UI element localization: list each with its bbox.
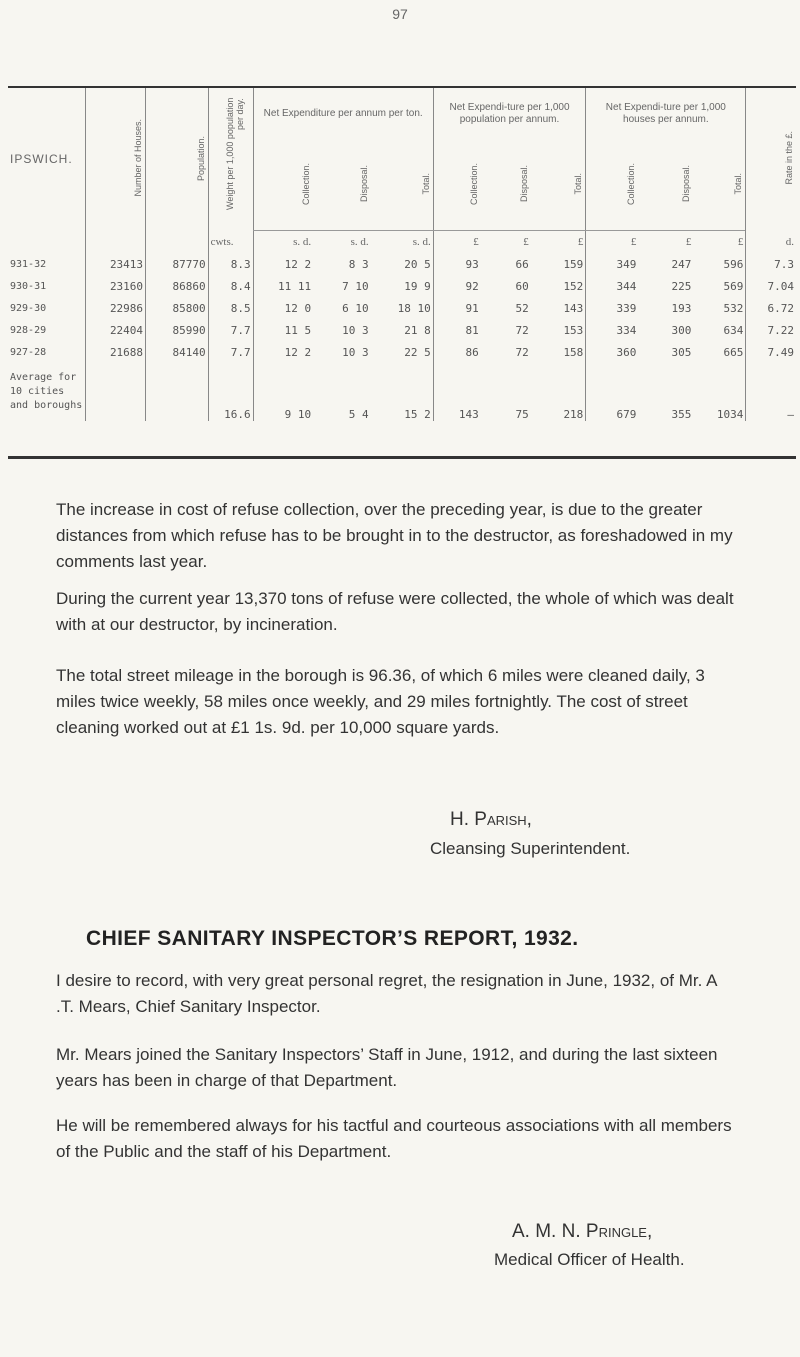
table-row [8,297,796,319]
table-cell-p-coll: 92 [433,275,481,297]
table-cell-p-tot: 153 [563,323,584,337]
report-para-1: I desire to record, with very great personal regret, the resignation in June, 1932, of Mr. A .T. Mears, Chief Sanitary Inspector. [56,971,717,1016]
table-cell-t-disp: 8 3 [348,257,369,271]
table-cell-t-disp: 5 4 [348,408,369,421]
ton-total-header: Total. [420,173,431,195]
table-cell-houses: 23413 [86,253,146,275]
table-cell-t-coll: 11 5 [253,319,313,341]
house-total-header: Total. [733,173,744,195]
table-cell-h-disp: 355 [671,408,692,421]
table-cell-weight: 8.5 [208,297,253,319]
table-cell-t-coll: 9 10 [253,363,313,421]
table-cell-h-tot: 665 [723,345,744,359]
table-cell-weight: 8.4 [208,275,253,297]
table-body [8,253,796,421]
table-cell-h-tot: 532 [723,301,744,315]
population-header: Population. [195,135,206,181]
table-cell-p-tot: 158 [563,345,584,359]
table-cell-t-tot: 20 5 [404,257,431,271]
table-cell-houses: 22404 [86,319,146,341]
units-row [8,231,796,254]
average-row [8,363,796,421]
unit-label: £ [523,236,529,248]
table-cell-p-disp: 75 [515,408,529,421]
year-cell: 931-32 [10,258,47,270]
table-row [8,253,796,275]
unit-label: s. d. [350,236,369,248]
table-cell-rate: 7.22 [746,319,796,341]
page-number: 97 [392,6,408,22]
table-cell-p-disp: 72 [515,323,529,337]
report-signature-title: Medical Officer of Health. [494,1250,685,1269]
table-cell-rate: 7.04 [746,275,796,297]
rate-header: Rate in the £. [784,131,794,186]
table-row [8,341,796,363]
table-cell-t-disp: 6 10 [342,301,369,315]
table-cell-weight: 7.7 [208,319,253,341]
cleansing-para-1: The increase in cost of refuse collection, over the preceding year, is due to the greater distances from which refuse has to be brought in to the destructor, as foreshadowed in my comments last year. [56,500,733,571]
table-cell-rate: — [746,363,796,421]
table-row [8,275,796,297]
cleansing-para-2: During the current year 13,370 tons of refuse were collected, the whole of which was dealt with at our destructor, by incineration. [56,589,734,634]
table-cell-p-coll: 91 [433,297,481,319]
year-cell: 928-29 [10,324,47,336]
unit-label: s. d. [253,231,313,254]
table-cell-t-disp: 10 3 [342,345,369,359]
table-cell-h-coll: 679 [586,363,639,421]
table-cell-t-coll: 12 2 [253,341,313,363]
table-cell-h-coll: 360 [586,341,639,363]
table-row [8,319,796,341]
table-cell-t-tot: 18 10 [397,301,431,315]
table-cell-p-coll: 143 [433,363,481,421]
report-para-3: He will be remembered always for his tactful and courteous associations with all members of the Public and the staff of his Department. [56,1116,732,1161]
table-cell-pop: 85800 [146,297,209,319]
ton-collection-header: Collection. [301,162,312,206]
table-cell-rate: 6.72 [746,297,796,319]
table-cell-weight: 8.3 [208,253,253,275]
table-cell-houses [86,363,146,421]
table-cell-h-coll: 349 [586,253,639,275]
table-cell-houses: 23160 [86,275,146,297]
table-cell-weight: 7.7 [208,341,253,363]
table-cell-rate: 7.3 [746,253,796,275]
unit-label: s. d. [412,236,431,248]
table-cell-p-tot: 159 [563,257,584,271]
unit-label: d. [746,231,796,254]
table-cell-p-disp: 72 [515,345,529,359]
table-cell-h-coll: 339 [586,297,639,319]
report-heading: CHIEF SANITARY INSPECTOR’S REPORT, 1932. [86,927,579,950]
table-cell-h-tot: 569 [723,279,744,293]
table-cell-t-coll: 12 2 [253,253,313,275]
table-cell-t-disp: 7 10 [342,279,369,293]
year-cell: 927-28 [10,346,47,358]
houses-header: Number of Houses. [133,119,144,198]
table-cell-p-tot: 218 [563,408,584,421]
table-cell-pop [146,363,209,421]
table-cell-pop: 85990 [146,319,209,341]
unit-label: £ [577,236,584,248]
table-cell-t-tot: 19 9 [404,279,431,293]
table-cell-h-disp: 225 [671,279,692,293]
cleansing-signature-name: H. Parish, [450,809,532,830]
table-cell-h-coll: 344 [586,275,639,297]
table-cell-h-disp: 247 [671,257,692,271]
table-cell-p-coll: 81 [433,319,481,341]
table-cell-h-disp: 305 [671,345,692,359]
cleansing-para-3: The total street mileage in the borough is 96.36, of which 6 miles were cleaned daily, 3 miles twice weekly, 58 miles once weekly, and 29 miles fortnightly. The cost of street cleaning worked out at £1 1s. 9d. per 10,000 square yards. [56,666,705,737]
cost-table [8,88,796,421]
table-cell-rate: 7.49 [746,341,796,363]
refuse-cost-table [8,86,796,459]
pop-disposal-header: Disposal. [518,165,529,203]
pop-total-header: Total. [573,173,584,195]
cleansing-signature-title: Cleansing Superintendent. [430,839,631,858]
table-cell-t-coll: 11 11 [253,275,313,297]
unit-label: £ [586,231,639,254]
per-ton-header: Net Expenditure per annum per ton. [253,88,433,140]
cwts-unit: cwts. [208,231,253,254]
table-cell-pop: 84140 [146,341,209,363]
table-cell-h-disp: 300 [671,323,692,337]
table-cell-p-tot: 152 [563,279,584,293]
year-cell: 929-30 [10,302,47,314]
ton-disposal-header: Disposal. [358,165,369,203]
table-cell-pop: 87770 [146,253,209,275]
report-para-2: Mr. Mears joined the Sanitary Inspectors’ Staff in June, 1912, and during the last sixteen years has been in charge of that Department. [56,1045,718,1090]
table-cell-houses: 22986 [86,297,146,319]
town-label: IPSWICH. [10,152,73,167]
average-label: Average for 10 cities and boroughs [10,372,83,411]
table-cell-p-coll: 86 [433,341,481,363]
pop-collection-header: Collection. [468,162,479,206]
weight-header: Weight per 1,000 population per day. [224,98,245,211]
table-cell-h-tot: 596 [723,257,744,271]
table-cell-weight: 16.6 [208,363,253,421]
table-cell-h-coll: 334 [586,319,639,341]
per-population-header: Net Expendi-ture per 1,000 population per annum. [433,88,586,140]
table-cell-t-tot: 15 2 [404,408,431,421]
report-signature-name: A. M. N. Pringle, [512,1221,653,1242]
table-cell-pop: 86860 [146,275,209,297]
table-cell-t-tot: 21 8 [404,323,431,337]
table-cell-t-coll: 12 0 [253,297,313,319]
table-cell-houses: 21688 [86,341,146,363]
table-cell-t-disp: 10 3 [342,323,369,337]
year-cell: 930-31 [10,280,47,292]
per-houses-header: Net Expendi-ture per 1,000 houses per annum. [586,88,746,140]
table-cell-p-disp: 52 [515,301,529,315]
unit-label: £ [433,231,481,254]
table-cell-p-tot: 143 [563,301,584,315]
table-cell-p-disp: 60 [515,279,529,293]
table-cell-t-tot: 22 5 [404,345,431,359]
unit-label: £ [737,236,744,248]
table-cell-h-disp: 193 [671,301,692,315]
house-disposal-header: Disposal. [681,165,692,203]
house-collection-header: Collection. [626,162,637,206]
unit-label: £ [685,236,692,248]
table-cell-h-tot: 634 [723,323,744,337]
table-cell-p-coll: 93 [433,253,481,275]
table-cell-h-tot: 1034 [716,408,744,421]
table-cell-p-disp: 66 [515,257,529,271]
